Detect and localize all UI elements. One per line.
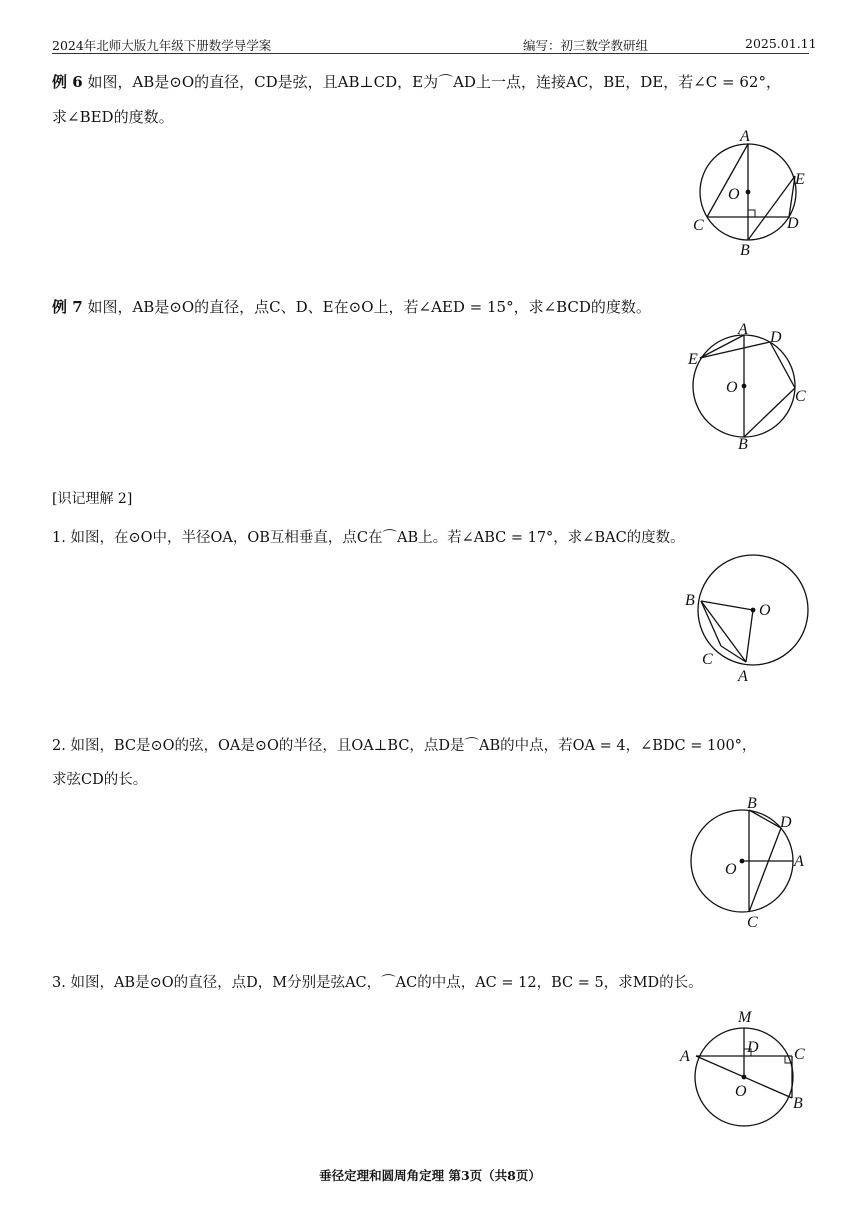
example7-segment-dc (770, 342, 795, 388)
example7-label-e: E (688, 351, 698, 368)
q3-label-o: O (735, 1083, 747, 1100)
q3-label-d: D (747, 1039, 759, 1056)
header-author: 编写：初三数学教研组 (523, 38, 649, 53)
q3-center (742, 1075, 747, 1080)
example6-text: 如图，AB是⊙O的直径，CD是弦，且AB⊥CD，E为⌒AD上一点，连接AC，BE，DE，若∠C = 62°， (87, 73, 781, 91)
header-rule (52, 53, 809, 54)
q1-label-c: C (702, 651, 713, 668)
q1-label-a: A (738, 668, 748, 685)
q3-label-b: B (793, 1095, 803, 1112)
example6-label-b: B (740, 242, 750, 259)
example7-label-o: O (726, 379, 738, 396)
example7-label-b: B (738, 436, 748, 453)
q3-label-c: C (794, 1046, 805, 1063)
q1-text: 1. 如图，在⊙O中，半径OA，OB互相垂直，点C在⌒AB上。若∠ABC = 17°，求∠BAC的度数。 (52, 530, 685, 546)
q1-center (751, 608, 756, 613)
q2-segment-bd (749, 810, 781, 828)
example7-label-c: C (795, 388, 806, 405)
q2-line2: 求弦CD的长。 (52, 772, 148, 788)
header-date: 2025.01.11 (745, 36, 817, 51)
header-title: 2024年北师大版九年级下册数学导学案 (52, 38, 272, 53)
example6-label-d: D (787, 215, 799, 232)
q1-radius-oa (746, 610, 753, 662)
example7-segment-ae (700, 335, 744, 358)
q1-segment-ca (721, 646, 746, 662)
example6-label-a: A (740, 128, 750, 145)
example6-right-angle (748, 210, 755, 217)
q1-radius-ob (701, 601, 753, 610)
q3-label-m: M (738, 1009, 752, 1026)
example7-center (742, 384, 747, 389)
example7-label-d: D (770, 329, 782, 346)
q1-figure (680, 548, 815, 688)
q1-label-b: B (685, 592, 695, 609)
page-footer: 垂径定理和圆周角定理 第3页（共8页） (319, 1168, 541, 1183)
example6-label-c: C (693, 217, 704, 234)
q1-label-o: O (759, 602, 771, 619)
q2-label-d: D (780, 814, 792, 831)
example7-text: 如图，AB是⊙O的直径，点C、D、E在⊙O上，若∠AED = 15°，求∠BCD的度数。 (87, 298, 651, 316)
example6-center (746, 190, 751, 195)
example6-line1 (52, 71, 781, 92)
example6-line2: 求∠BED的度数。 (52, 108, 174, 126)
example6-segment-ac (707, 144, 748, 217)
q2-figure (680, 793, 815, 931)
example6-label-e: E (795, 171, 805, 188)
q2-label-o: O (725, 861, 737, 878)
example7-line (52, 296, 651, 317)
example6-figure (688, 126, 813, 261)
example6-label: 例 6 (52, 73, 83, 91)
q2-label-c: C (747, 914, 758, 931)
q3-figure (676, 1003, 816, 1138)
q3-label-a: A (680, 1048, 690, 1065)
example7-label: 例 7 (52, 298, 83, 316)
q2-label-b: B (747, 795, 757, 812)
q2-center (740, 859, 745, 864)
q2-line1: 2. 如图，BC是⊙O的弦，OA是⊙O的半径，且OA⊥BC，点D是⌒AB的中点，若OA = 4，∠BDC = 100°， (52, 738, 757, 754)
q3-text: 3. 如图，AB是⊙O的直径，点D，M分别是弦AC，⌒AC的中点，AC = 12，BC = 5，求MD的长。 (52, 975, 703, 991)
example7-figure (683, 318, 813, 453)
section-title: [识记理解 2] (52, 491, 133, 507)
example7-segment-ed (700, 342, 770, 358)
example7-label-a: A (738, 321, 748, 338)
q2-label-a: A (794, 853, 804, 870)
example6-label-o: O (728, 186, 740, 203)
